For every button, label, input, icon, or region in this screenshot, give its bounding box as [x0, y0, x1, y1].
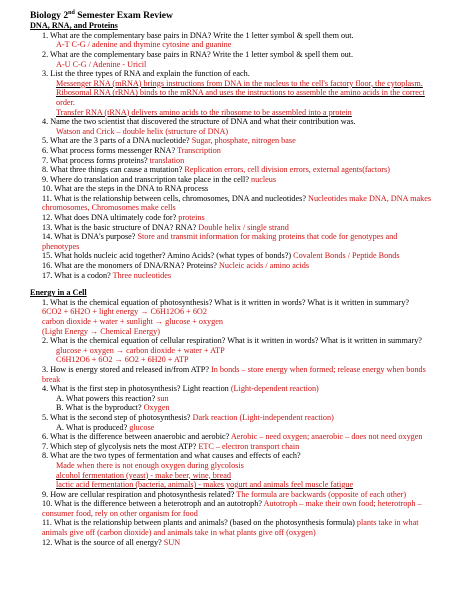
question-line [30, 355, 452, 365]
question-line [30, 413, 452, 423]
question-text: 15. What holds nucleic acid together? Amino Acids? (what types of bonds?) [42, 251, 294, 261]
question-text: 6. What is the difference between anaerobic and aerobic? [42, 432, 231, 442]
question-line [30, 317, 452, 327]
answer-text: plants take in what [356, 518, 419, 528]
question-line [30, 471, 452, 481]
question-text: 10. What are the steps in the DNA to RNA process [42, 184, 209, 194]
question-line [30, 213, 452, 223]
question-line [30, 165, 452, 175]
question-line [30, 538, 452, 548]
question-line [30, 432, 452, 442]
question-line [30, 194, 452, 204]
question-line [30, 184, 452, 194]
answer-text: Watson and Crick – double helix (structure of DNA) [56, 126, 229, 136]
question-line [30, 127, 452, 137]
question-line [30, 509, 452, 519]
question-line [30, 518, 452, 528]
question-text: 16. What are the monomers of DNA/RNA? Proteins? [42, 261, 219, 271]
question-line [30, 394, 452, 404]
question-text: 1. What are the complementary base pairs in DNA? Write the 1 letter symbol & spell them out. [42, 30, 354, 40]
answer-text: Transfer RNA (tRNA) delivers amino acids to the ribosome to be assembled into a protein [56, 107, 352, 117]
question-text: 5. What are the 3 parts of a DNA nucleotide? [42, 136, 192, 146]
question-text: A. What is produced? [56, 422, 130, 432]
question-text: 2. What is the chemical equation of cellular respiration? What is it written in words? What is it written in summary? [42, 336, 422, 346]
answer-text: A-U C-G / Adenine - Uricil [56, 59, 147, 69]
question-text: 4. Name the two scientist that discovered the structure of DNA and what their contribution was. [42, 117, 356, 127]
question-line [30, 232, 452, 242]
question-line [30, 271, 452, 281]
question-text: 11. What is the relationship between cells, chromosomes, DNA and nucleotides? [42, 193, 309, 203]
question-text: 7. What process forms proteins? [42, 155, 150, 165]
answer-text: proteins [178, 213, 205, 223]
answer-text: Oxygen [143, 403, 170, 413]
dna-question-list [30, 31, 452, 280]
question-text: 11. What is the relationship between plants and animals? (based on the photosynthesis formula) [42, 518, 357, 528]
question-line [30, 88, 452, 98]
question-line [30, 480, 452, 490]
question-text: 2. What are the complementary base pairs in RNA? Write the 1 letter symbol & spell them out. [42, 49, 354, 59]
question-line [30, 375, 452, 385]
question-line [30, 31, 452, 41]
question-line [30, 69, 452, 79]
answer-text: glucose + oxygen → carbon dioxide + water + ATP [56, 345, 225, 355]
answer-text: Nucleotides make DNA, DNA makes [308, 193, 432, 203]
question-line [30, 442, 452, 452]
answer-text: Messenger RNA (mRNA) brings instructions from DNA in the nucleus to the cell's factory floor, the cytoplasm. [56, 78, 423, 88]
question-line [30, 156, 452, 166]
question-line [30, 346, 452, 356]
question-line [30, 117, 452, 127]
question-text: 8. What are the two types of fermentation and what causes and effects of each? [42, 451, 301, 461]
answer-text: ETC – electron transport chain [198, 441, 300, 451]
answer-text: Sugar, phosphate, nitrogen base [191, 136, 296, 146]
answer-text: sun [157, 393, 169, 403]
question-line [30, 327, 452, 337]
answer-text: Ribosomal RNA (rRNA) binds to the mRNA and uses the instructions to assemble the amino acids in the correct [56, 88, 425, 98]
answer-text: consumer food, rely on other organism for food [42, 508, 198, 518]
answer-text: alcohol fermentation (yeast) - make beer, wine, bread [56, 470, 231, 480]
answer-text: Transcription [177, 145, 221, 155]
answer-text: Nucleic acids / amino acids [218, 261, 310, 271]
answer-text: Covalent Bonds / Peptide Bonds [293, 251, 400, 261]
answer-text: Double helix / single strand [198, 222, 289, 232]
question-text: 7. Which step of glycolysis nets the most ATP? [42, 441, 199, 451]
question-text: 4. What is the first step in photosynthesis? Light reaction [42, 384, 231, 394]
answer-text: Dark reaction (Light-independent reaction) [192, 412, 334, 422]
question-text: 9. How are cellular respiration and photosynthesis related? [42, 489, 237, 499]
question-line [30, 223, 452, 233]
question-line [30, 423, 452, 433]
answer-text: Made when there is not enough oxygen during glycolosis [56, 460, 244, 470]
answer-text: animals give off (carbon dioxide) and animals take in what plants give off (oxygen) [42, 528, 316, 538]
answer-text: phenotypes [42, 241, 80, 251]
answer-text: Autotroph – make their own food; heterotroph – [263, 499, 422, 509]
question-line [30, 528, 452, 538]
question-line [30, 461, 452, 471]
section-heading-dna: DNA, RNA, and Proteins [30, 21, 118, 31]
question-line [30, 451, 452, 461]
question-text: 12. What is the source of all energy? [42, 537, 164, 547]
answer-text: glucose [129, 422, 155, 432]
question-text: 3. List the three types of RNA and explain the function of each. [42, 69, 250, 79]
answer-text: A-T C-G / adenine and thymine cytosine and guanine [56, 40, 232, 50]
question-text: 12. What does DNA ultimately code for? [42, 213, 179, 223]
question-line [30, 336, 452, 346]
answer-text: translation [149, 155, 185, 165]
answer-text: Replication errors, cell division errors, external agents(factors) [184, 165, 390, 175]
question-text: 1. What is the chemical equation of photosynthesis? What is it written in words? What is it written in summary? [42, 297, 410, 307]
question-text: 9. Where do translation and transcription take place in the cell? [42, 174, 252, 184]
question-text: 8. What three things can cause a mutation? [42, 165, 185, 175]
question-text: B. What is the byproduct? [56, 403, 144, 413]
question-line [30, 79, 452, 89]
question-line [30, 261, 452, 271]
question-line [30, 490, 452, 500]
answer-text: carbon dioxide + water + sunlight → glucose + oxygen [42, 317, 223, 326]
question-line [30, 108, 452, 118]
answer-text: C6H12O6 + 6O2 → 6O2 + 6H20 + ATP [56, 355, 189, 365]
question-text: 14. What is DNA's purpose? [42, 232, 138, 242]
question-line [30, 175, 452, 185]
answer-text: nucleus [251, 174, 277, 184]
question-line [30, 384, 452, 394]
question-text: A. What powers this reaction? [56, 393, 158, 403]
question-text: 3. How is energy stored and released in/from ATP? [42, 364, 212, 374]
question-line [30, 146, 452, 156]
question-text: 6. What process forms messenger RNA? [42, 145, 177, 155]
page-title: Biology 2nd Semester Exam Review [30, 10, 173, 22]
question-line [30, 203, 452, 213]
answer-text: SUN [163, 537, 181, 547]
question-line [30, 403, 452, 413]
question-line [30, 60, 452, 70]
answer-text: chromosomes, Chromosomes make cells [42, 203, 176, 213]
answer-text: 6CO2 + 6H2O + light energy → C6H12O6 + 6O2 [42, 307, 207, 317]
question-text: 5. What is the second step of photosynthesis? [42, 412, 193, 422]
question-line [30, 298, 452, 308]
answer-text: (Light Energy → Chemical Energy) [42, 326, 160, 336]
answer-text: order. [56, 97, 75, 107]
section-heading-energy: Energy in a Cell [30, 288, 87, 298]
answer-text: Aerobic – need oxygen; anaerobic – does not need oxygen [230, 432, 423, 442]
answer-text: break [42, 374, 61, 384]
question-line [30, 136, 452, 146]
question-text: 13. What is the basic structure of DNA? RNA? [42, 222, 199, 232]
question-line [30, 40, 452, 50]
question-line [30, 365, 452, 375]
question-line [30, 499, 452, 509]
question-line [30, 307, 452, 317]
question-line [30, 242, 452, 252]
answer-text: Store and transmit information for making proteins that code for genotypes and [137, 232, 398, 242]
answer-text: In bonds – store energy when formed; release energy when bonds [211, 364, 426, 374]
question-line [30, 50, 452, 60]
answer-text: (Light-dependent reaction) [230, 384, 319, 394]
answer-text: Three nucleotides [112, 270, 172, 280]
question-text: 10. What is the difference between a heterotroph and an autotroph? [42, 499, 264, 509]
answer-text: lactic acid fermentation (bacteria, animals) - makes yogurt and animals feel muscle fatigue [56, 480, 354, 490]
question-line [30, 98, 452, 108]
question-text: 17. What is a codon? [42, 270, 113, 280]
energy-question-list [30, 298, 452, 547]
answer-text: The formula are backwards (opposite of each other) [236, 489, 407, 499]
question-line [30, 251, 452, 261]
